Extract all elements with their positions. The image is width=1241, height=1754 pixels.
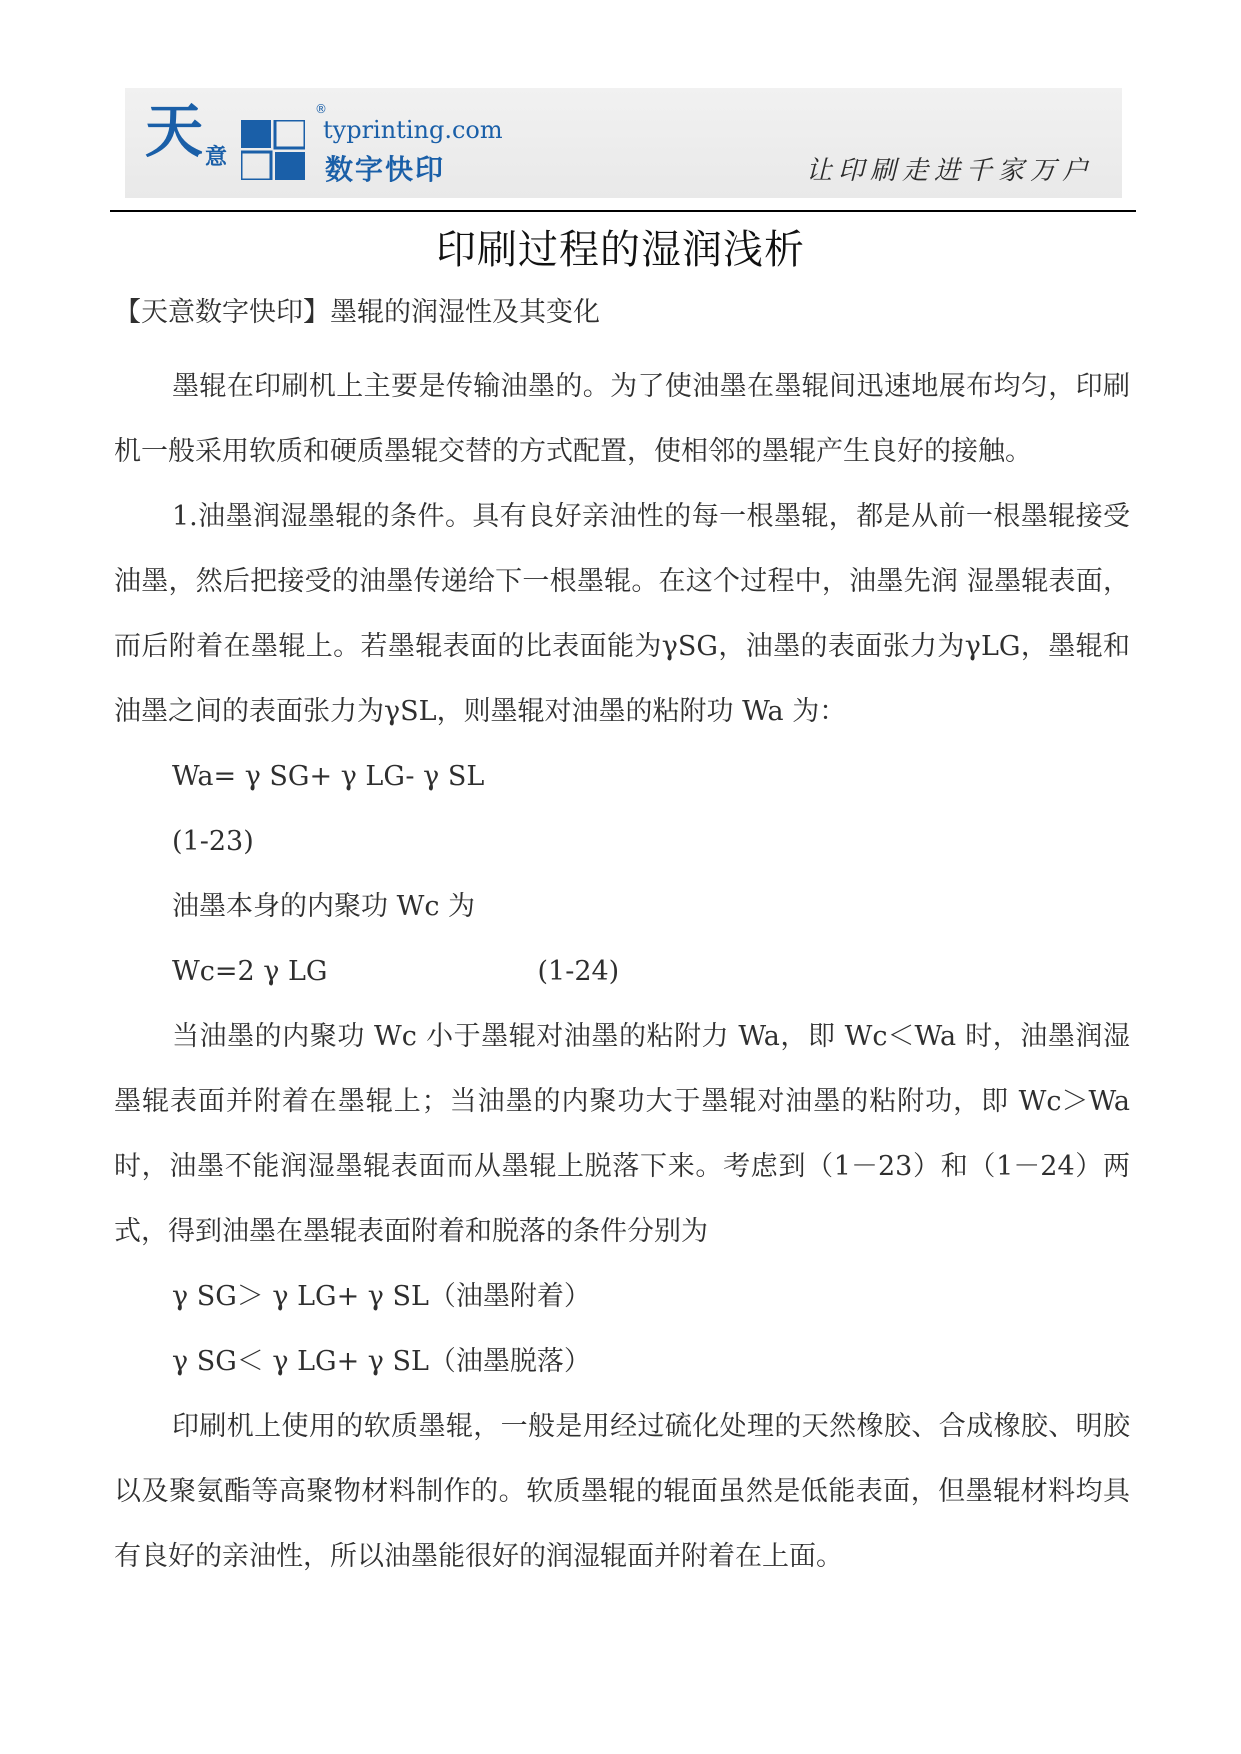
wc-intro: 油墨本身的内聚功 Wc 为: [172, 891, 476, 922]
formula-wc-number: (1-24): [537, 956, 620, 987]
formula-wc-row: [114, 939, 1130, 1004]
paragraph-soft-rollers: 印刷机上使用的软质墨辊，一般是用经过硫化处理的天然橡胶、合成橡胶、明胶以及聚氨酯等高聚物材料制作的。软质墨辊的辊面虽然是低能表面，但墨辊材料均具有良好的亲油性，所以油墨能很好的润湿辊面并附着在上面。: [114, 1411, 1130, 1572]
logo-char-main: 天: [145, 97, 204, 165]
logo-char-small: 意: [205, 145, 228, 170]
logo-name: 数字快印: [325, 153, 446, 186]
header-divider: [110, 210, 1136, 212]
registered-mark: ®: [315, 102, 327, 116]
condition-detach: γ SG＜ γ LG+ γ SL（油墨脱落）: [172, 1346, 591, 1377]
spacer: [114, 338, 1130, 354]
logo-domain: typrinting.com: [323, 116, 503, 144]
slogan: 让印刷走进千家万户: [805, 156, 1094, 186]
condition-attach: γ SG＞ γ LG+ γ SL（油墨附着）: [172, 1281, 591, 1312]
formula-wc: Wc=2 γ LG: [172, 956, 328, 987]
logo-checker-icon: [241, 120, 305, 180]
header-banner: [125, 88, 1122, 198]
document-body: [114, 288, 1130, 1589]
paragraph-ink-rollers: 墨辊在印刷机上主要是传输油墨的。为了使油墨在墨辊间迅速地展布均匀，印刷机一般采用软质和硬质墨辊交替的方式配置，使相邻的墨辊产生良好的接触。: [114, 371, 1130, 467]
formula-wa: Wa= γ SG+ γ LG- γ SL: [172, 761, 485, 792]
paragraph-cohesion: 当油墨的内聚功 Wc 小于墨辊对油墨的粘附力 Wa，即 Wc＜Wa 时，油墨润湿墨辊表面并附着在墨辊上；当油墨的内聚功大于墨辊对油墨的粘附功，即 Wc＞Wa 时，油墨不能润湿墨辊表面而从墨辊上脱落下来。考虑到（1－23）和（1－24）两式，得到油墨在墨辊表面附着和脱落的条件分别为: [114, 1021, 1130, 1247]
logo: [145, 97, 503, 188]
formula-wa-number: (1-23): [172, 826, 254, 857]
paragraph-wetting-condition: 1.油墨润湿墨辊的条件。具有良好亲油性的每一根墨辊，都是从前一根墨辊接受油墨，然后把接受的油墨传递给下一根墨辊。在这个过程中，油墨先润 湿墨辊表面，而后附着在墨辊上。若墨辊表面的比表面能为γSG，油墨的表面张力为γLG，墨辊和油墨之间的表面张力为γSL，则墨辊对油墨的粘附功 Wa 为：: [114, 501, 1130, 727]
document-title: 印刷过程的湿润浅析: [436, 227, 805, 273]
document-subtitle: 【天意数字快印】墨辊的润湿性及其变化: [114, 297, 600, 328]
